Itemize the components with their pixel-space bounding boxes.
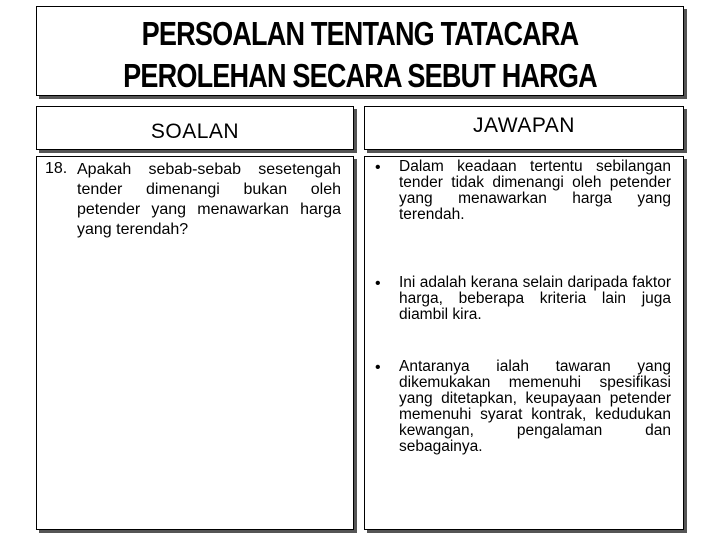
title-line-2: PEROLEHAN SECARA SEBUT HARGA bbox=[123, 57, 597, 94]
jawapan-header-label: JAWAPAN bbox=[473, 114, 575, 137]
answer-text-2: Ini adalah kerana selain daripada faktor harga, beberapa kriteria lain juga diambil kira. bbox=[399, 274, 671, 323]
answer-text-3: Antaranya ialah tawaran yang dikemukakan memenuhi spesifikasi yang ditetapkan, keupayaan petender memenuhi syarat kontrak, kedudukan kewangan, pengalaman dan sebagainya. bbox=[399, 358, 671, 455]
soalan-header-label: SOALAN bbox=[150, 120, 240, 143]
title-line-1: PERSOALAN TENTANG TATACARA bbox=[141, 15, 579, 52]
soalan-header bbox=[36, 106, 354, 150]
question-number: 18. bbox=[45, 160, 68, 177]
question-box bbox=[36, 156, 354, 530]
question-text: Apakah sebab-sebab sesetengah tender dimenangi bukan oleh petender yang menawarkan harga yang terendah? bbox=[77, 161, 341, 238]
answer-box bbox=[364, 156, 684, 530]
answer-bullet-2: • bbox=[375, 275, 381, 292]
title-box bbox=[36, 6, 684, 96]
answer-bullet-3: • bbox=[375, 359, 381, 376]
answer-bullet-1: • bbox=[375, 159, 381, 176]
jawapan-header bbox=[364, 106, 684, 150]
answer-text-1: Dalam keadaan tertentu sebilangan tender tidak dimenangi oleh petender yang menawarkan harga yang terendah. bbox=[399, 158, 671, 223]
